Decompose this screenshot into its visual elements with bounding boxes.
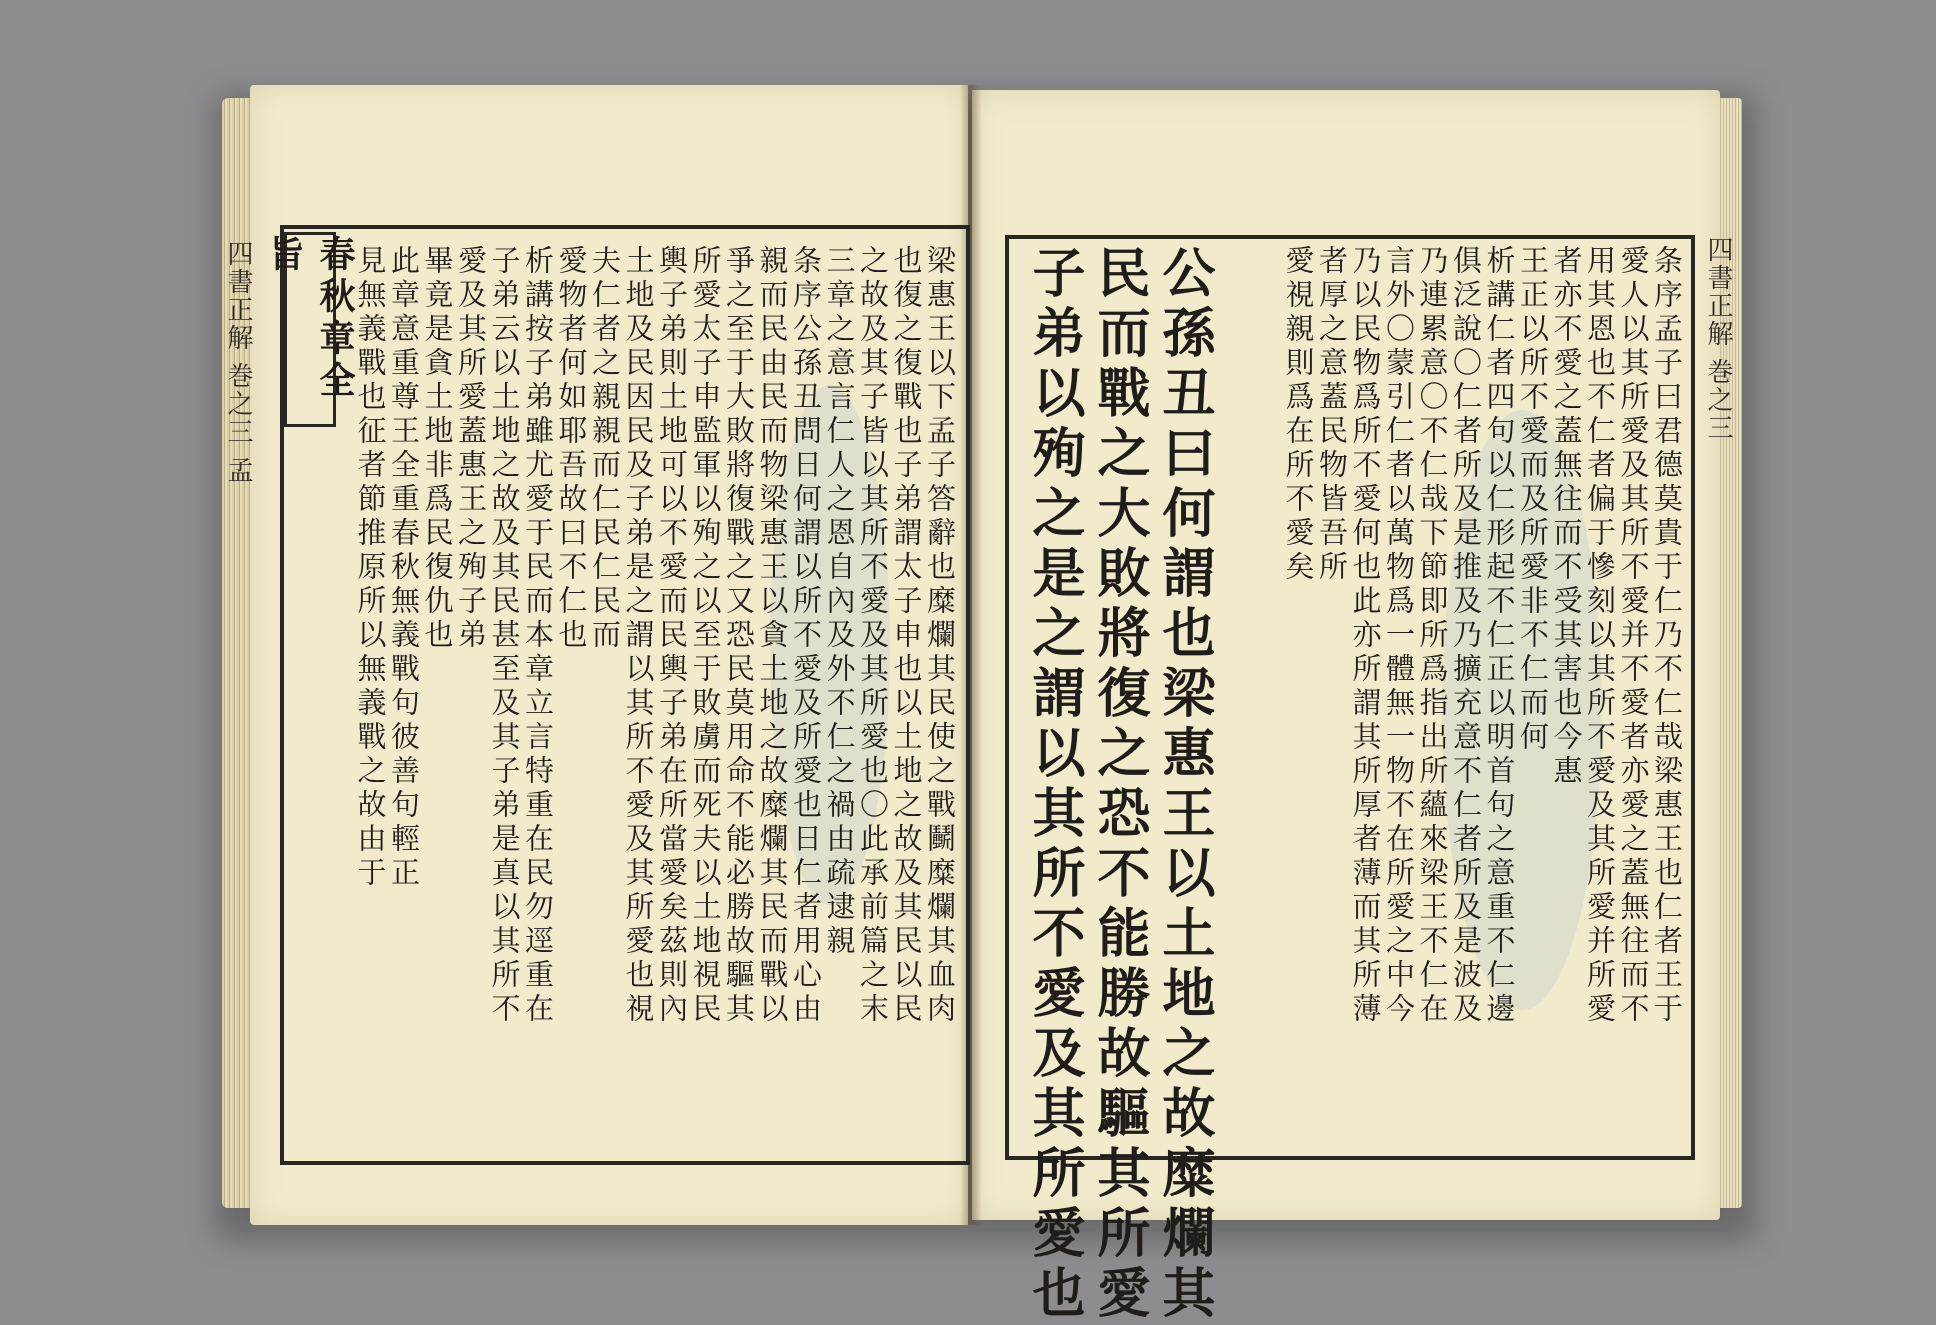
left-text-column: 愛及其所愛蓋惠王之殉子弟 [454, 245, 488, 653]
right-hanshin: 四書正解 巻之三 [1703, 236, 1733, 443]
left-text-column: 也復之復戰也子弟謂太子申也以土地之故及其民以民 [889, 245, 924, 1027]
left-text-column: 爭之至于大敗將復戰之又恐民莫用命不能必勝故驅其 [722, 245, 756, 1027]
right-large-text-column: 民而戰之大敗將復之恐不能勝故驅其所愛 [1089, 245, 1151, 1325]
right-small-text-column: 条序孟子曰君德莫貴于仁乃不仁哉梁惠王也仁者王于 [1650, 245, 1684, 1027]
left-hanshin: 四書正解 巻之三 孟 [223, 240, 253, 485]
left-text-column: 夫仁者之親親而仁民仁民而 [588, 245, 622, 653]
left-text-column: 条序公孫丑問日何謂以所不愛及所愛也日仁者用心由 [789, 245, 823, 1027]
right-small-text-column: 愛視親則爲在所不愛矣 [1281, 245, 1316, 585]
left-text-column: 析講按子弟雖尤愛于民而本章立言特重在民勿逕重在 [521, 245, 555, 1027]
right-small-text-column: 用其恩也不仁者偏于慘刻以其所不愛及其所愛并所愛 [1583, 245, 1617, 1027]
left-text-column: 親而民由民而物梁惠王以貪土地之故糜爛其民而戰以 [755, 245, 790, 1027]
right-large-text-column: 公孫丑曰何謂也梁惠王以土地之故糜爛其 [1154, 245, 1216, 1325]
right-small-text-column: 乃以民物爲所不愛何也此亦所謂其所厚者薄而其所薄 [1348, 245, 1383, 1027]
right-small-text-column: 王正以所不愛而及所愛非不仁而何 [1516, 245, 1550, 755]
right-small-text-column: 愛人以其所愛及其所不愛并不愛者亦愛之蓋無往而不 [1616, 245, 1651, 1027]
right-large-text-column: 子弟以殉之是之謂以其所不愛及其所愛也 [1024, 245, 1086, 1325]
left-text-column: 見無義戰也征者節推原所以無義戰之故由于 [353, 245, 388, 891]
left-text-column: 輿子弟則土地可以不愛而民輿子弟在所當愛矣茲則內 [655, 245, 689, 1027]
left-text-column: 此章意重尊王全重春秋無義戰句彼善句輕正 [387, 245, 421, 891]
right-small-text-column: 者亦不愛之蓋無往而不受其害也今惠 [1549, 245, 1584, 789]
right-small-text-column: 析講仁者四句以仁形起不仁正以明首句之意重不仁邊 [1482, 245, 1517, 1027]
right-small-text-column: 言外〇蒙引仁者以萬物爲一體無一物不在所愛之中今 [1382, 245, 1416, 1027]
left-text-column: 梁惠王以下孟子答辭也糜爛其民使之戰鬭糜爛其血肉 [923, 245, 957, 1027]
left-text-column: 愛物者何如耶吾故曰不仁也 [554, 245, 589, 653]
right-small-text-column: 者厚之意蓋民物皆吾所 [1315, 245, 1349, 585]
left-text-column: 土地及民因民及子弟是之謂以其所不愛及其所愛也視 [621, 245, 656, 1027]
left-text-column: 畢竟是貪土地非爲民復仇也 [420, 245, 455, 653]
right-small-text-column: 乃連累意〇不仁哉下節即所爲指出所蘊來梁王不仁在 [1415, 245, 1450, 1027]
left-text-column: 之故及其子皆以其所不愛及其所愛也〇此承前篇之末 [856, 245, 890, 1027]
left-text-column: 所愛太子申監軍以殉之以至于敗虜而死夫以土地視民 [688, 245, 723, 1027]
left-text-column: 三章之意言仁人之恩自內及外不仁之禍由疏逮親 [822, 245, 857, 959]
right-small-text-column: 俱泛說〇仁者所及是推及乃擴充意不仁者所及是波及 [1449, 245, 1483, 1027]
chapter-title-box: 春秋章全旨 [284, 232, 336, 427]
left-text-column: 子弟云以土地之故及其民甚至及其子弟是真以其所不 [487, 245, 522, 1027]
